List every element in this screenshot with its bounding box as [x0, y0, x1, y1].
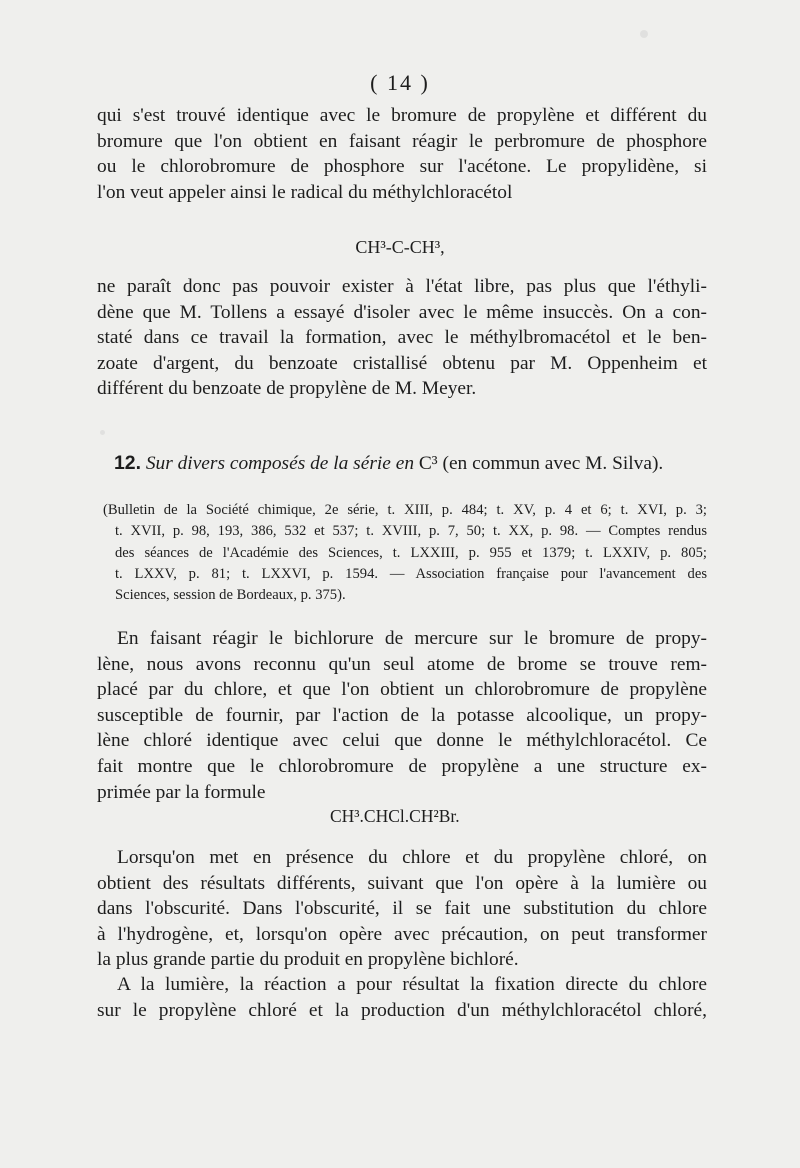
- paragraph-2: [97, 274, 707, 402]
- reference-line: t. XVII, p. 98, 193, 386, 532 et 537; t. XVIII, p. 7, 50; t. XX, p. 98. — Comptes rendus: [115, 523, 707, 540]
- text-line: sur le propylène chloré et la production d'un méthylchloracétol chloré,: [97, 999, 707, 1021]
- text-line: lène, nous avons reconnu qu'un seul atome de brome se trouve rem-: [97, 653, 707, 675]
- section-title-c3: C³: [418, 453, 438, 474]
- text-line: lène chloré identique avec celui que donne le méthylchloracétol. Ce: [97, 730, 707, 752]
- text-line: dans l'obscurité. Dans l'obscurité, il se fait une substitution du chlore: [97, 898, 707, 920]
- text-line: En faisant réagir le bichlorure de mercure sur le bromure de propy-: [117, 628, 707, 649]
- paragraph-4: [97, 845, 707, 973]
- section-heading: [114, 452, 714, 475]
- text-line: qui s'est trouvé identique avec le bromure de propylène et différent du: [97, 105, 707, 126]
- text-line: ne paraît donc pas pouvoir exister à l'état libre, pas plus que l'éthyli-: [97, 276, 707, 297]
- paragraph-3: [97, 626, 707, 805]
- text-line: A la lumière, la réaction a pour résultat la fixation directe du chlore: [117, 974, 707, 995]
- text-line: à l'hydrogène, et, lorsqu'on opère avec précaution, on peut transformer: [97, 923, 707, 945]
- text-line: placé par du chlore, et que l'on obtient un chlorobromure de propylène: [97, 679, 707, 701]
- text-line: obtient des résultats différents, suivant que l'on opère à la lumière ou: [97, 872, 707, 894]
- page-number: ( 14 ): [370, 70, 430, 95]
- section-title-rest: (en commun avec M. Silva).: [442, 453, 664, 474]
- text-line: ou le chlorobromure de phosphore sur l'acétone. Le propylidène, si: [97, 156, 707, 178]
- text-line: différent du benzoate de propylène de M. Meyer.: [97, 378, 477, 400]
- reference-line: t. LXXV, p. 81; t. LXXVI, p. 1594. — Association française pour l'avancement des: [115, 565, 707, 582]
- bibliographic-references: [103, 500, 707, 606]
- paragraph-5: [97, 972, 707, 1023]
- reference-line: Sciences, session de Bordeaux, p. 375).: [115, 587, 346, 604]
- text-line: bromure que l'on obtient en faisant réagir le perbromure de phosphore: [97, 130, 707, 152]
- text-line: dène que M. Tollens a essayé d'isoler avec le même insuccès. On a con-: [97, 301, 707, 323]
- reference-line: (Bulletin de la Société chimique, 2e série, t. XIII, p. 484; t. XV, p. 4 et 6; t. XVI, p. 3;: [103, 502, 707, 518]
- text-line: la plus grande partie du produit en propylène bichloré.: [97, 949, 519, 971]
- text-line: Lorsqu'on met en présence du chlore et du propylène chloré, on: [117, 847, 707, 868]
- paragraph-1: [97, 103, 707, 205]
- text-line: susceptible de fournir, par l'action de la potasse alcoolique, un propy-: [97, 704, 707, 726]
- formula-propylidene: CH³-C-CH³,: [355, 237, 445, 257]
- reference-line: des séances de l'Académie des Sciences, t. LXXIII, p. 955 et 1379; t. LXXIV, p. 805;: [115, 544, 707, 561]
- text-line: staté dans ce travail la formation, avec le méthylbromacétol et le ben-: [97, 327, 707, 349]
- text-line: fait montre que le chlorobromure de propylène a une structure ex-: [97, 755, 707, 777]
- section-number: 12.: [114, 452, 141, 474]
- formula-chlorobromure: CH³.CHCl.CH²Br.: [330, 806, 460, 826]
- text-line: primée par la formule: [97, 781, 266, 803]
- section-title: Sur divers composés de la série en: [145, 453, 415, 474]
- text-line: l'on veut appeler ainsi le radical du méthylchloracétol: [97, 181, 513, 203]
- text-line: zoate d'argent, du benzoate cristallisé obtenu par M. Oppenheim et: [97, 352, 707, 374]
